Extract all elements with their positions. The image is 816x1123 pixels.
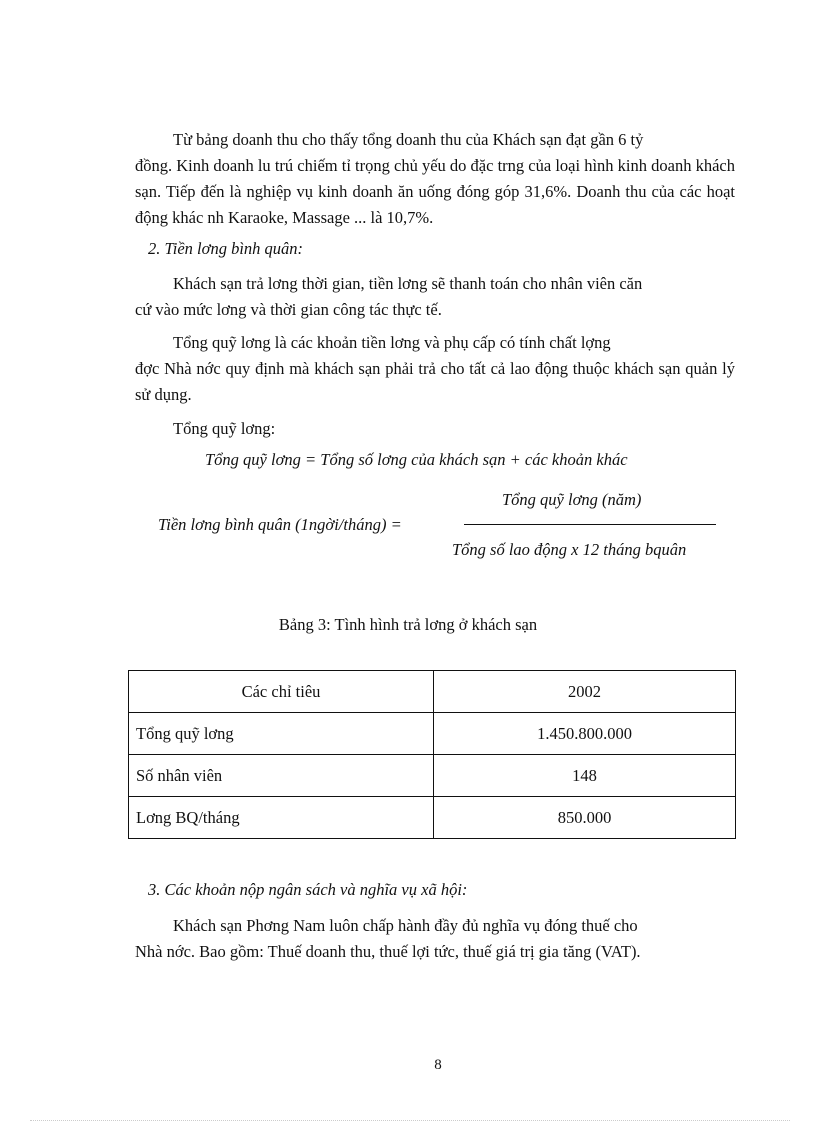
page-bottom-divider: [30, 1120, 790, 1121]
paragraph-rest: đồng. Kinh doanh lu trú chiếm tỉ trọng chủ yếu do đặc trng của loại hình kinh doanh khách sạn. Tiếp đến là nghiệp vụ kinh doanh ăn uống đóng góp 31,6%. Doanh thu của các hoạt động khác nh Karaoke, Massage ... là 10,7%.: [135, 156, 735, 227]
paragraph-rest: cứ vào mức lơng và thời gian công tác thực tế.: [135, 300, 442, 319]
table-caption: Bảng 3: Tình hình trả lơng ở khách sạn: [278, 615, 538, 634]
paragraph-first-line: Khách sạn Phơng Nam luôn chấp hành đầy đủ nghĩa vụ đóng thuế cho: [173, 916, 638, 935]
table-cell: 148: [434, 755, 736, 797]
paragraph-salary-fund: [135, 330, 735, 408]
salary-table: [128, 670, 736, 839]
paragraph-first-line: Từ bảng doanh thu cho thấy tổng doanh thu của Khách sạn đạt gần 6 tỷ: [173, 130, 644, 149]
table-header-row: [129, 671, 736, 713]
table-cell: Tổng quỹ lơng: [129, 713, 434, 755]
section-heading-budget: 3. Các khoản nộp ngân sách và nghĩa vụ xã hội:: [148, 880, 468, 899]
fraction-line: [464, 524, 716, 525]
table-cell: 1.450.800.000: [434, 713, 736, 755]
paragraph-first-line: Tổng quỹ lơng là các khoản tiền lơng và phụ cấp có tính chất lợng: [173, 333, 611, 352]
fund-label: Tổng quỹ lơng:: [173, 419, 276, 438]
paragraph-revenue: [135, 127, 735, 231]
table-row: [129, 713, 736, 755]
formula-numerator: Tổng quỹ lơng (năm): [502, 490, 642, 509]
page-number: 8: [434, 1057, 442, 1073]
table-header-cell: Các chỉ tiêu: [129, 671, 434, 713]
paragraph-first-line: Khách sạn trả lơng thời gian, tiền lơng sẽ thanh toán cho nhân viên căn: [173, 274, 643, 293]
table-cell: 850.000: [434, 797, 736, 839]
paragraph-rest: đợc Nhà nớc quy định mà khách sạn phải trả cho tất cả lao động thuộc khách sạn quản lý sử dụng.: [135, 359, 735, 404]
paragraph-salary-time: [135, 271, 735, 323]
formula-denominator: Tổng số lao động x 12 tháng bquân: [452, 540, 687, 559]
table-header-cell: 2002: [434, 671, 736, 713]
paragraph-rest: Nhà nớc. Bao gồm: Thuế doanh thu, thuế lợi tức, thuế giá trị gia tăng (VAT).: [135, 942, 641, 961]
section-heading-salary: 2. Tiền lơng bình quân:: [148, 239, 304, 258]
table-row: [129, 755, 736, 797]
formula-total-fund: Tổng quỹ lơng = Tổng số lơng của khách sạn + các khoản khác: [205, 450, 628, 469]
paragraph-tax: [135, 913, 735, 965]
table-cell: Số nhân viên: [129, 755, 434, 797]
table-row: [129, 797, 736, 839]
formula-average-label: Tiền lơng bình quân (1ngời/tháng) =: [158, 515, 402, 534]
table-cell: Lơng BQ/tháng: [129, 797, 434, 839]
